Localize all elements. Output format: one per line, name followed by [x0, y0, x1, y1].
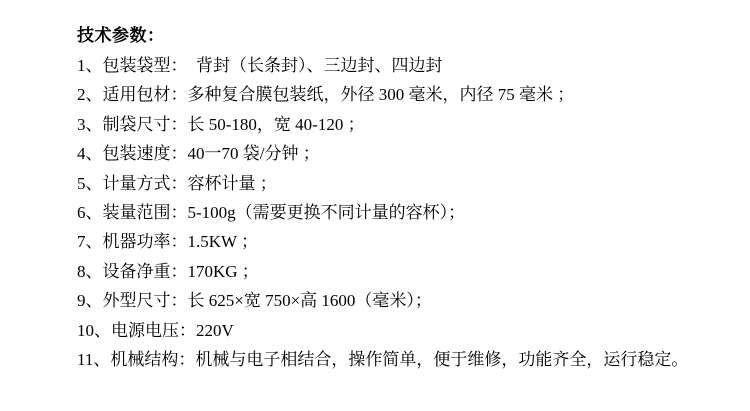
param-line-9: 9、外型尺寸：长 625×宽 750×高 1600（毫米）； — [77, 291, 432, 311]
param-line-4: 4、包装速度：40一70 袋/分钟 ； — [77, 144, 320, 164]
param-line-1: 1、包装袋型： 背封（长条封）、三边封、四边封 — [77, 56, 443, 75]
param-line-8: 8、设备净重：170KG ； — [77, 261, 259, 281]
param-line-11: 11、机械结构：机械与电子相结合，操作简单，便于维修，功能齐全，运行稳定。 — [77, 350, 689, 370]
param-line-7: 7、机器功率：1.5KW ； — [77, 232, 259, 252]
param-line-5: 5、计量方式：容杯计量 ； — [77, 173, 277, 193]
param-line-6: 6、装量范围：5-100g（需要更换不同计量的容杯）； — [77, 203, 466, 223]
document-title: 技术参数： — [77, 26, 165, 45]
param-line-10: 10、电源电压：220V — [77, 320, 234, 340]
param-line-3: 3、制袋尺寸：长 50-180，宽 40-120 ； — [77, 114, 365, 134]
param-line-2: 2、适用包材：多种复合膜包装纸，外径 300 毫米，内径 75 毫米 ； — [77, 85, 575, 105]
